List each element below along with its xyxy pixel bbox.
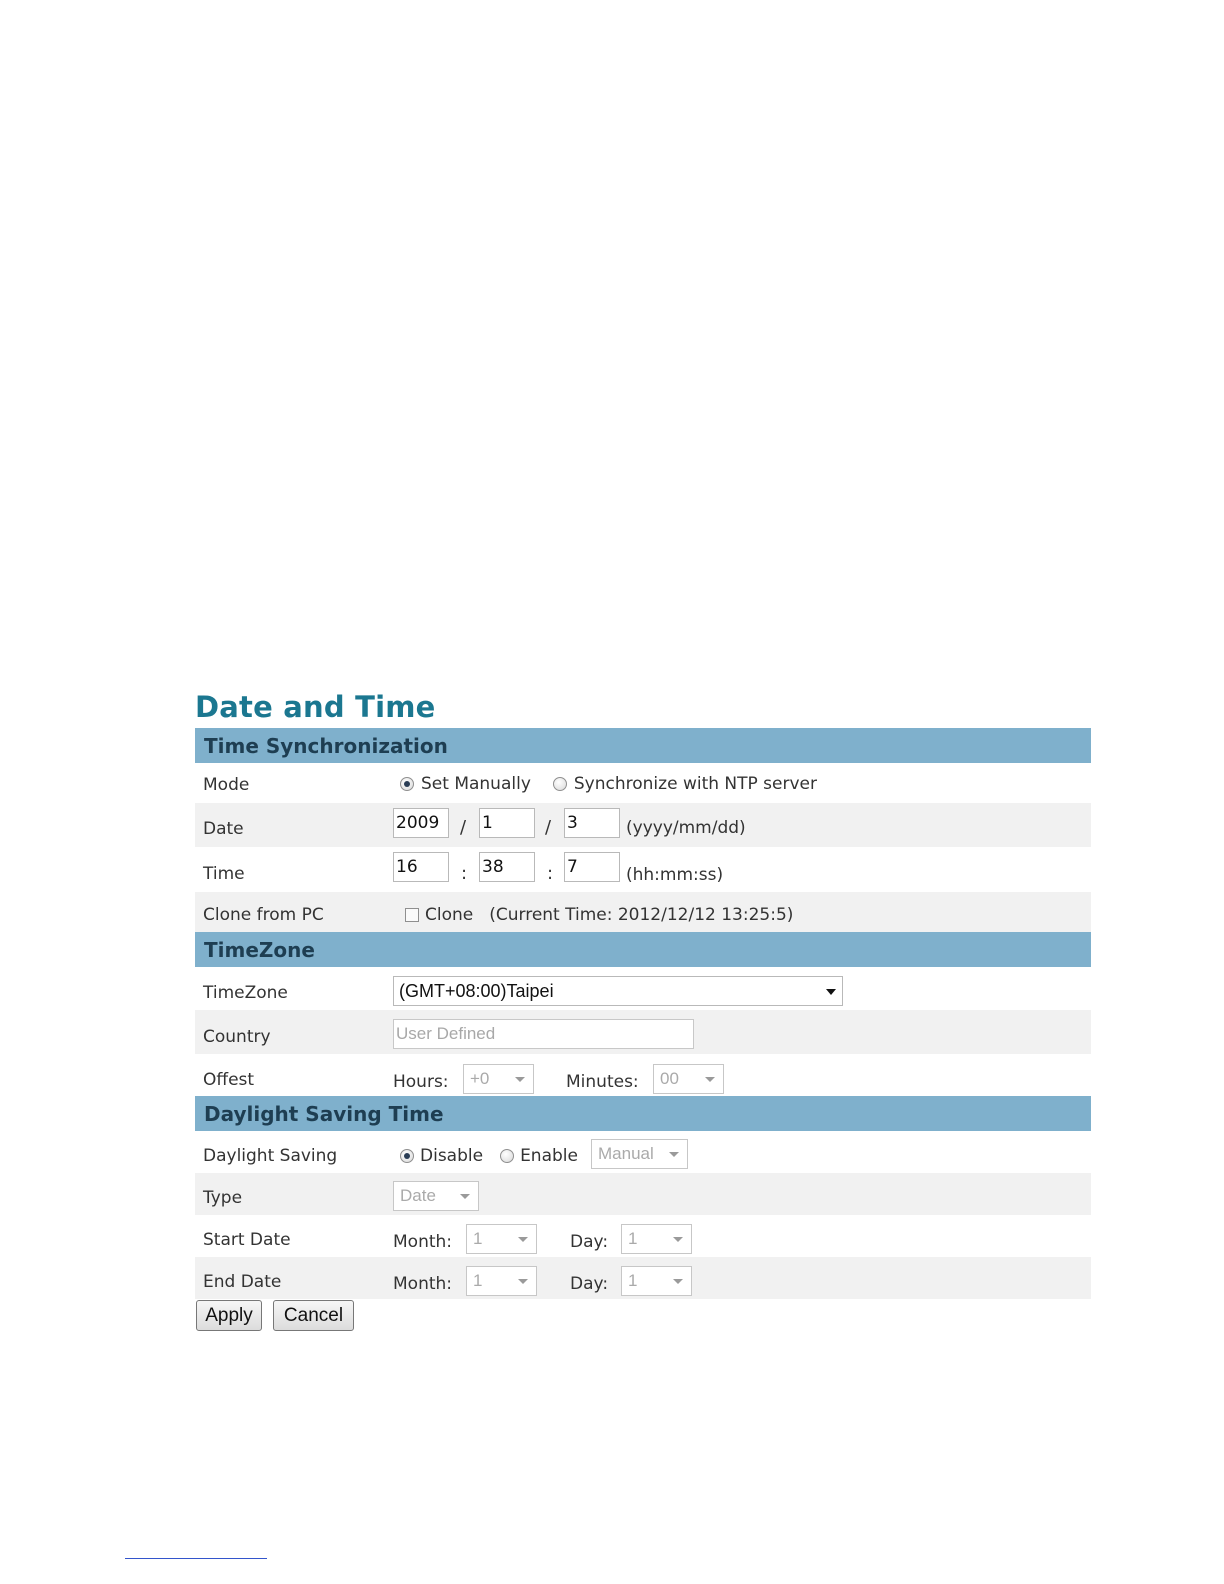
date-format-hint: (yyyy/mm/dd) bbox=[626, 818, 746, 838]
timezone-select[interactable] bbox=[393, 976, 843, 1006]
section-header-time-sync: Time Synchronization bbox=[195, 728, 1091, 763]
cancel-button[interactable]: Cancel bbox=[273, 1300, 354, 1331]
dst-mode-value: Manual bbox=[598, 1144, 654, 1163]
button-bar bbox=[195, 1299, 1091, 1339]
clone-label: Clone from PC bbox=[203, 905, 324, 925]
section-header-timezone: TimeZone bbox=[195, 932, 1091, 967]
start-day-label: Day: bbox=[570, 1232, 609, 1252]
time-separator: : bbox=[461, 863, 468, 884]
footnote-divider bbox=[125, 1558, 267, 1559]
end-month-label: Month: bbox=[393, 1274, 453, 1294]
chevron-down-icon bbox=[826, 989, 836, 995]
chevron-down-icon bbox=[518, 1279, 528, 1284]
date-day-input[interactable]: 3 bbox=[564, 808, 620, 838]
chevron-down-icon bbox=[673, 1279, 683, 1284]
country-input[interactable]: User Defined bbox=[393, 1019, 694, 1049]
dst-disable-radio[interactable] bbox=[400, 1149, 414, 1163]
offset-row bbox=[195, 1054, 1091, 1096]
end-day-label: Day: bbox=[570, 1274, 609, 1294]
date-separator: / bbox=[460, 817, 467, 838]
dst-mode-select[interactable] bbox=[591, 1139, 688, 1169]
chevron-down-icon bbox=[705, 1077, 715, 1082]
daylight-saving-label: Daylight Saving bbox=[203, 1146, 338, 1166]
chevron-down-icon bbox=[518, 1237, 528, 1242]
date-year-input[interactable]: 2009 bbox=[393, 808, 449, 838]
type-label: Type bbox=[203, 1188, 243, 1208]
end-month-select[interactable] bbox=[466, 1266, 537, 1296]
page-title: Date and Time bbox=[195, 690, 436, 724]
set-manually-label[interactable]: Set Manually bbox=[421, 774, 531, 794]
country-row bbox=[195, 1010, 1091, 1054]
current-time-text: (Current Time: 2012/12/12 13:25:5) bbox=[489, 905, 794, 925]
start-month-label: Month: bbox=[393, 1232, 453, 1252]
start-date-label: Start Date bbox=[203, 1230, 291, 1250]
offset-label: Offest bbox=[203, 1070, 255, 1090]
country-label: Country bbox=[203, 1027, 271, 1047]
offset-minutes-label: Minutes: bbox=[566, 1072, 639, 1092]
dst-disable-label[interactable]: Disable bbox=[420, 1146, 484, 1166]
dst-enable-label[interactable]: Enable bbox=[520, 1146, 578, 1166]
clone-checkbox[interactable] bbox=[405, 908, 419, 922]
start-day-value: 1 bbox=[628, 1229, 638, 1248]
type-value: Date bbox=[400, 1186, 436, 1205]
time-label: Time bbox=[203, 864, 245, 884]
timezone-row bbox=[195, 967, 1091, 1010]
offset-hours-select[interactable] bbox=[463, 1064, 534, 1094]
offset-minutes-value: 00 bbox=[660, 1069, 679, 1088]
end-date-label: End Date bbox=[203, 1272, 282, 1292]
offset-hours-label: Hours: bbox=[393, 1072, 449, 1092]
end-date-row bbox=[195, 1257, 1091, 1299]
end-month-value: 1 bbox=[473, 1271, 483, 1290]
daylight-options bbox=[400, 1146, 578, 1166]
clone-row bbox=[195, 892, 1091, 932]
chevron-down-icon bbox=[669, 1152, 679, 1157]
time-format-hint: (hh:mm:ss) bbox=[626, 865, 724, 885]
time-row bbox=[195, 847, 1091, 892]
date-separator: / bbox=[545, 817, 552, 838]
section-header-dst: Daylight Saving Time bbox=[195, 1096, 1091, 1131]
apply-button[interactable]: Apply bbox=[196, 1300, 262, 1331]
type-select[interactable] bbox=[393, 1181, 479, 1211]
chevron-down-icon bbox=[460, 1194, 470, 1199]
start-date-row bbox=[195, 1215, 1091, 1257]
mode-row bbox=[195, 763, 1091, 803]
start-day-select[interactable] bbox=[621, 1224, 692, 1254]
time-minute-input[interactable]: 38 bbox=[479, 852, 535, 882]
timezone-selected-value: (GMT+08:00)Taipei bbox=[399, 981, 554, 1001]
end-day-value: 1 bbox=[628, 1271, 638, 1290]
date-month-input[interactable]: 1 bbox=[479, 808, 535, 838]
type-row bbox=[195, 1173, 1091, 1215]
clone-checkbox-label[interactable]: Clone bbox=[425, 905, 474, 925]
start-month-select[interactable] bbox=[466, 1224, 537, 1254]
offset-hours-value: +0 bbox=[470, 1069, 490, 1088]
date-row bbox=[195, 803, 1091, 847]
clone-control bbox=[405, 905, 793, 925]
chevron-down-icon bbox=[673, 1237, 683, 1242]
offset-minutes-select[interactable] bbox=[653, 1064, 724, 1094]
set-manually-radio[interactable] bbox=[400, 777, 414, 791]
date-label: Date bbox=[203, 819, 244, 839]
mode-label: Mode bbox=[203, 775, 250, 795]
end-day-select[interactable] bbox=[621, 1266, 692, 1296]
date-time-panel bbox=[195, 686, 1091, 1339]
ntp-sync-radio[interactable] bbox=[553, 777, 567, 791]
chevron-down-icon bbox=[515, 1077, 525, 1082]
dst-enable-radio[interactable] bbox=[500, 1149, 514, 1163]
time-hour-input[interactable]: 16 bbox=[393, 852, 449, 882]
start-month-value: 1 bbox=[473, 1229, 483, 1248]
time-second-input[interactable]: 7 bbox=[564, 852, 620, 882]
timezone-label: TimeZone bbox=[203, 983, 288, 1003]
time-separator: : bbox=[547, 863, 554, 884]
daylight-saving-row bbox=[195, 1131, 1091, 1173]
ntp-sync-label[interactable]: Synchronize with NTP server bbox=[573, 774, 817, 794]
mode-options bbox=[400, 774, 817, 794]
